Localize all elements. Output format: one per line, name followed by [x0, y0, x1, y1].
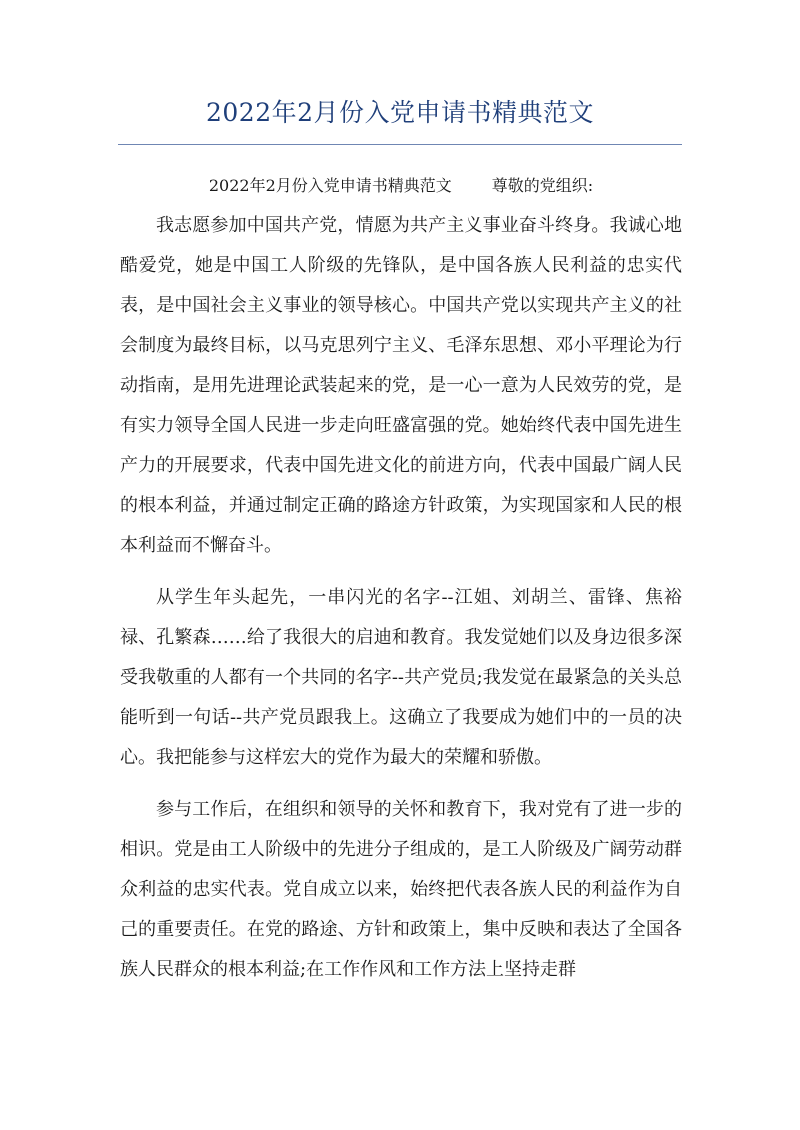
paragraph: 我志愿参加中国共产党，情愿为共产主义事业奋斗终身。我诚心地酷爱党，她是中国工人阶级的先锋队，是中国各族人民利益的忠实代表，是中国社会主义事业的领导核心。中国共产党以实现共产主义的社会制度为最终目标，以马克思列宁主义、毛泽东思想、邓小平理论为行动指南，是用先进理论武装起来的党，是一心一意为人民效劳的党，是有实力领导全国人民进一步走向旺盛富强的党。她始终代表中国先进生产力的开展要求，代表中国先进文化的前进方向，代表中国最广阔人民的根本利益，并通过制定正确的路途方针政策，为实现国家和人民的根本利益而不懈奋斗。 — [120, 215, 682, 556]
document-body — [120, 166, 682, 1002]
document-title: 2022年2月份入党申请书精典范文 — [205, 98, 595, 127]
title-divider — [118, 144, 682, 145]
lead-title: 2022年2月份入党申请书精典范文 — [208, 176, 452, 195]
lead-line — [120, 166, 682, 206]
paragraph: 从学生年头起先，一串闪光的名字--江姐、刘胡兰、雷锋、焦裕禄、孔繁森……给了我很大的启迪和教育。我发觉她们以及身边很多深受我敬重的人都有一个共同的名字--共产党员;我发觉在最紧急的关头总能听到一句话--共产党员跟我上。这确立了我要成为她们中的一员的决心。我把能参与这样宏大的党作为最大的荣耀和骄傲。 — [120, 587, 682, 768]
paragraph: 参与工作后，在组织和领导的关怀和教育下，我对党有了进一步的相识。党是由工人阶级中的先进分子组成的，是工人阶级及广阔劳动群众利益的忠实代表。党自成立以来，始终把代表各族人民的利益作为自己的重要责任。在党的路途、方针和政策上，集中反映和表达了全国各族人民群众的根本利益;在工作作风和工作方法上坚持走群 — [120, 799, 682, 980]
salutation: 尊敬的党组织: — [491, 176, 594, 195]
